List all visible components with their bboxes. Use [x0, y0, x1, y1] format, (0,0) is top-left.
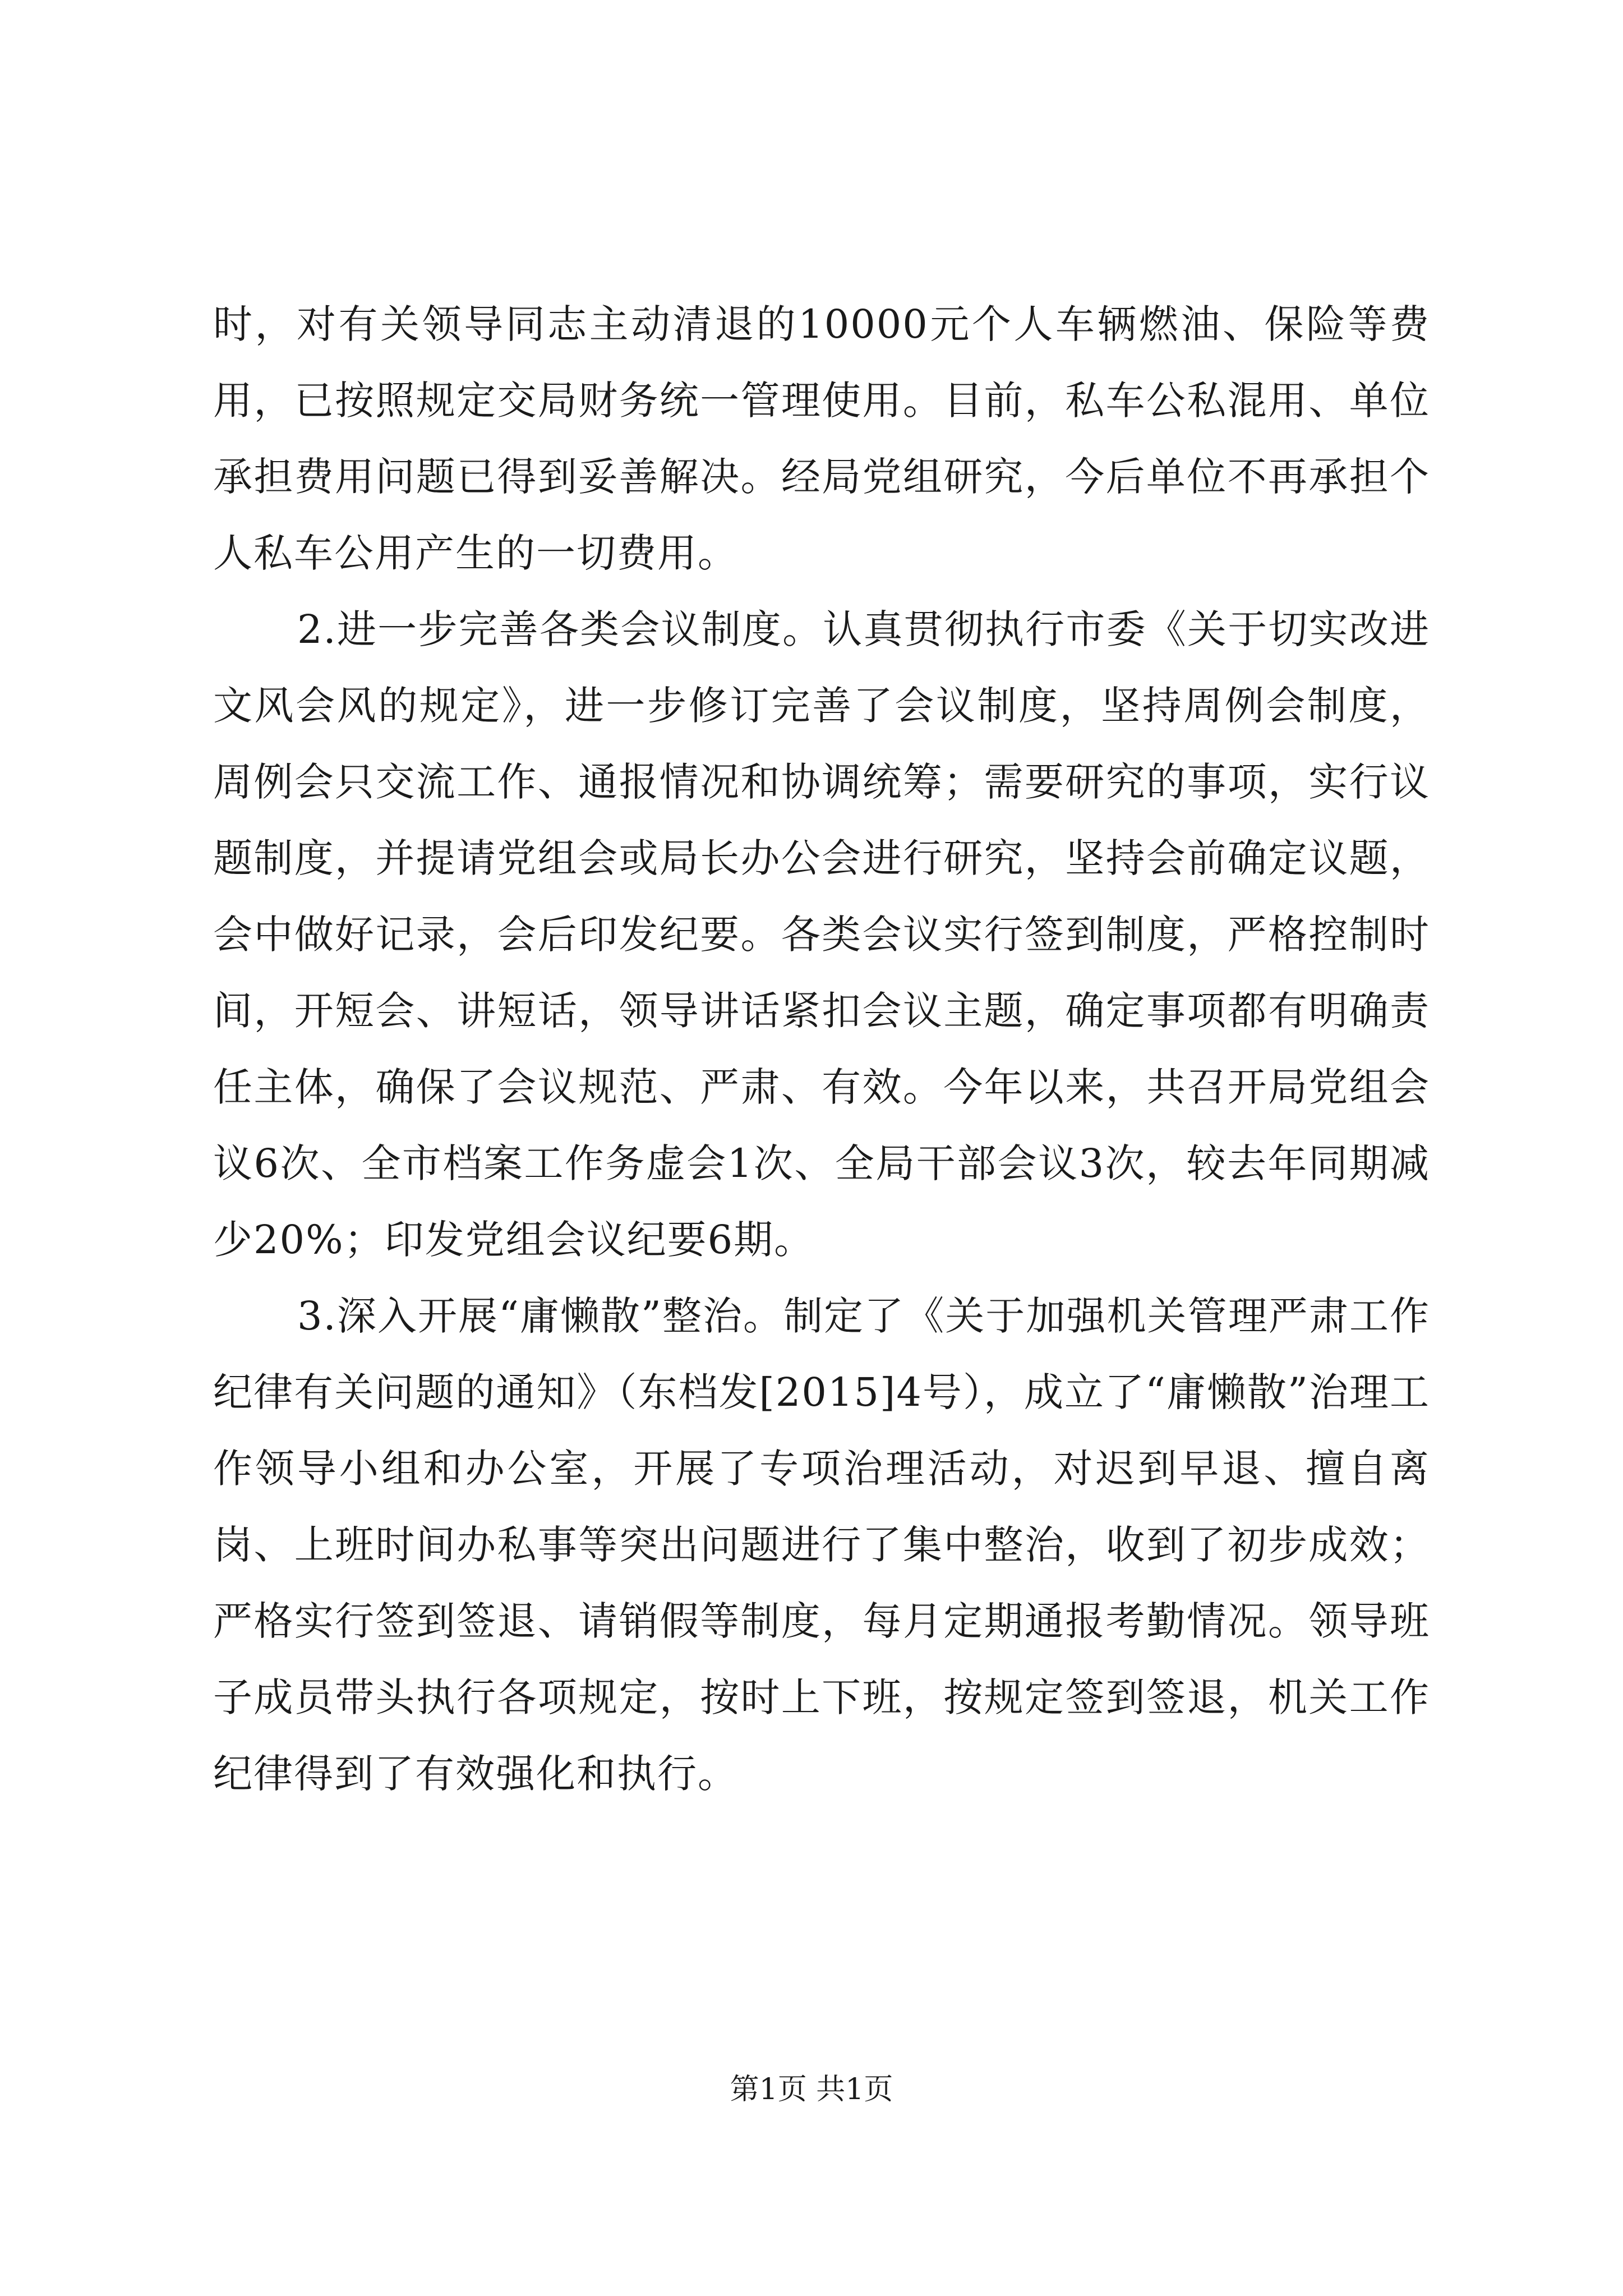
paragraph-meeting-system: 2.进一步完善各类会议制度。认真贯彻执行市委《关于切实改进文风会风的规定》，进一步修订完善了会议制度，坚持周例会制度，周例会只交流工作、通报情况和协调统筹；需要研究的事项，实行议题制度，并提请党组会或局长办公会进行研究，坚持会前确定议题，会中做好记录，会后印发纪要。各类会议实行签到制度，严格控制时间，开短会、讲短话，领导讲话紧扣会议主题，确定事项都有明确责任主体，确保了会议规范、严肃、有效。今年以来，共召开局党组会议6次、全市档案工作务虚会1次、全局干部会议3次，较去年同期减少20%；印发党组会议纪要6期。: [213, 606, 1430, 1263]
page-number-footer: 第1页 共1页: [730, 2073, 893, 2106]
paragraph-discipline-rectification: 3.深入开展“庸懒散”整治。制定了《关于加强机关管理严肃工作纪律有关问题的通知》（东档发[2015]4号），成立了“庸懒散”治理工作领导小组和办公室，开展了专项治理活动，对迟到早退、擅自离岗、上班时间办私事等突出问题进行了集中整治，收到了初步成效；严格实行签到签退、请销假等制度，每月定期通报考勤情况。领导班子成员带头执行各项规定，按时上下班，按规定签到签退，机关工作纪律得到了有效强化和执行。: [213, 1293, 1430, 1797]
document-body: [213, 286, 1430, 1812]
paragraph-continuation: 时，对有关领导同志主动清退的10000元个人车辆燃油、保险等费用，已按照规定交局财务统一管理使用。目前，私车公私混用、单位承担费用问题已得到妥善解决。经局党组研究，今后单位不再承担个人私车公用产生的一切费用。: [213, 301, 1430, 576]
